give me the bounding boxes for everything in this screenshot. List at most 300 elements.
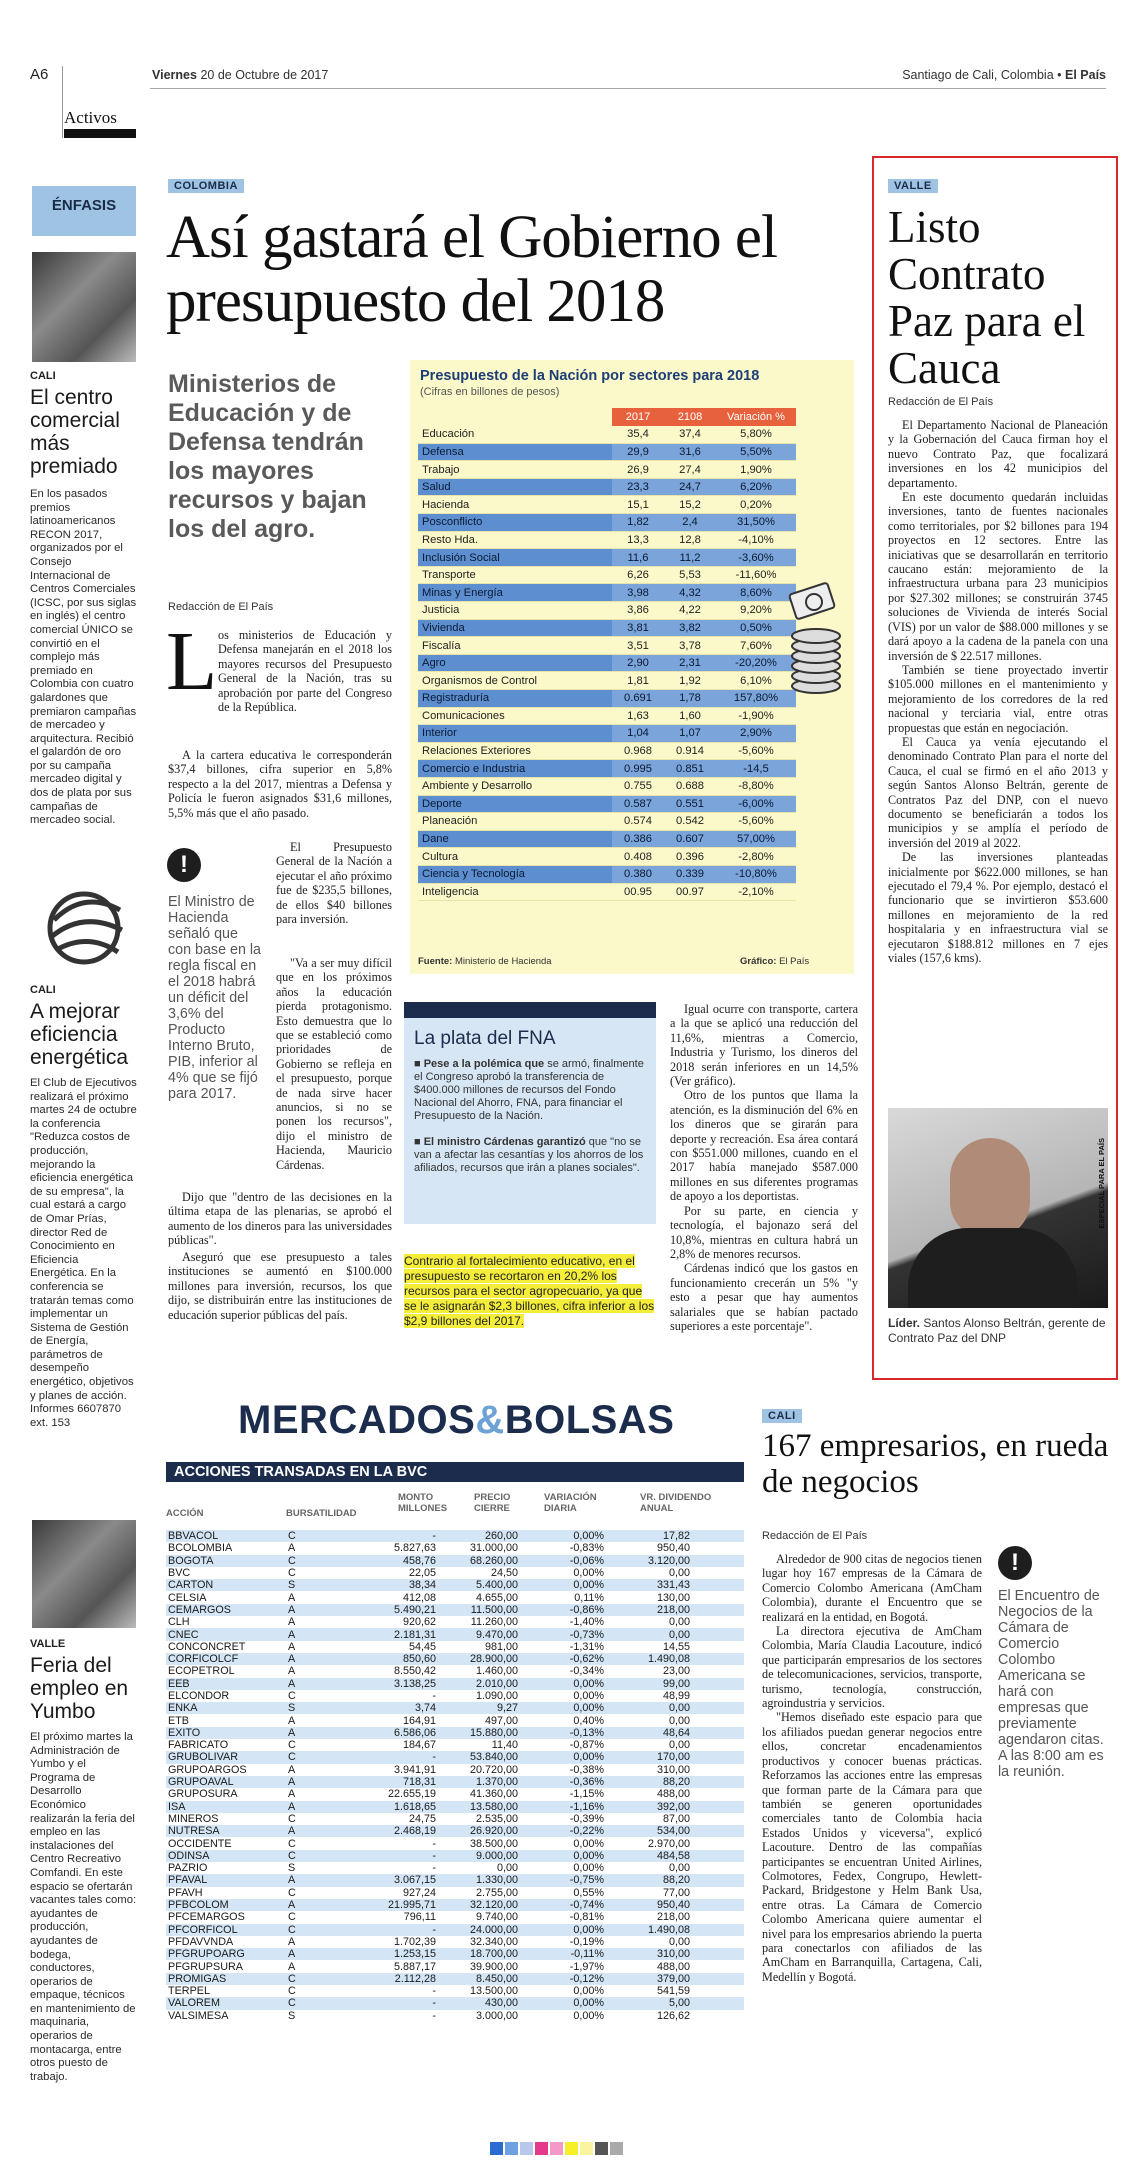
budget-cell: 0.408 <box>612 848 664 866</box>
budget-cell: 24,7 <box>664 478 716 496</box>
stock-pad <box>692 1764 744 1776</box>
fna-top-bar <box>404 1002 656 1018</box>
budget-sector: Inteligencia <box>418 883 612 901</box>
budget-cell: 0,20% <box>716 496 796 514</box>
stock-cell: 3.067,15 <box>360 1874 438 1886</box>
stock-cell: 0,00% <box>520 1678 606 1690</box>
amcham-byline: Redacción de El País <box>762 1530 868 1542</box>
stock-cell: CELSIA <box>168 1591 207 1604</box>
budget-cell: 0.574 <box>612 813 664 831</box>
stock-row <box>166 1899 744 1911</box>
stock-cell: TERPEL <box>168 1985 211 1998</box>
budget-cell: -2,10% <box>716 883 796 901</box>
stock-cell: 796,11 <box>403 1911 436 1924</box>
stock-cell: 3,74 <box>360 1702 438 1714</box>
stock-cell: 0,00 <box>668 1739 690 1752</box>
stock-cell: BCOLOMBIA <box>168 1542 233 1555</box>
budget-cell: 31,6 <box>664 443 716 461</box>
stock-cell: VALSIMESA <box>168 2009 229 2022</box>
left-s2-city: CALI <box>30 984 56 996</box>
stock-cell: 218,00 <box>656 1911 690 1924</box>
stock-cell: CORFICOLCF <box>166 1653 278 1665</box>
stock-cell: 3.120,00 <box>606 1555 692 1567</box>
stock-cell: CLH <box>168 1616 190 1629</box>
budget-cell: 29,9 <box>612 443 664 461</box>
stock-cell: 5.490,21 <box>360 1604 438 1616</box>
stock-cell: FABRICATO <box>168 1739 229 1752</box>
stock-pad <box>692 1924 744 1936</box>
stock-cell: -1,16% <box>520 1801 606 1813</box>
stock-cell: -0,12% <box>520 1973 606 1985</box>
budget-cell: -10,80% <box>716 865 796 883</box>
budget-cell: 0,50% <box>716 619 796 637</box>
stock-cell: 23,00 <box>662 1665 690 1678</box>
left-s1-title: El centro comercial más premiado <box>30 386 120 478</box>
stock-cell: A <box>278 1801 360 1813</box>
stock-cell: 0,00% <box>520 1924 606 1936</box>
stock-cell: 5.827,63 <box>393 1542 436 1555</box>
stock-cell: 28.900,00 <box>438 1653 520 1665</box>
stock-cell: A <box>288 1960 296 1973</box>
stock-cell: 68.260,00 <box>438 1555 520 1567</box>
stock-cell: 11,40 <box>491 1739 518 1752</box>
stock-cell: 21.995,71 <box>360 1899 438 1911</box>
stock-cell: 24,75 <box>408 1812 436 1825</box>
budget-row <box>418 760 796 778</box>
stock-cell: 48,99 <box>662 1690 690 1702</box>
budget-row <box>418 426 796 444</box>
stock-cell: C <box>278 1850 360 1862</box>
stock-row <box>166 1641 744 1653</box>
stock-cell: BBVACOL <box>166 1530 278 1542</box>
amcham-quote: El Encuentro de Negocios de la Cámara de Comercio Colombo Americana se hará con empresas que previamente agendaron citas. A las 8:00 am es la reunión. <box>998 1588 1104 1780</box>
budget-cell: 9,20% <box>716 602 796 620</box>
amcham-body: Alrededor de 900 citas de negocios tienen lugar hoy 167 empresas de la Cámara de Comercio Colombo Americana (AmCham Colombia), durante el Encuentro que se realizará en la entidad, en Bogotá. La directora ejecutiva de AmCham Colombia, María Claudia Lacouture, indicó que participarán empresarios de los sectores de telecomunicaciones, servicios, transporte, turismo, tecnología, construcción, agroindustria y servicios. "Hemos diseñado este espacio para que los afiliados puedan generar negocios entre ellos, concretar encadenamientos productivos y conocer buenas prácticas. Reforzamos las acciones entre las empresas que forman parte de la Cámara para que también se generen oportunidades comerciales tanto de Colombia hacia Estados Unidos y viceversa", explicó Lacouture. Dentro de las compañías participantes se encuentran United Airlines, Colmotores, Fedex, Congrupo, Hewlett-Packard, Bridgestone y Helm Bank Usa, entre otras. La Cámara de Comercio Colombo Americana quiere aumentar el nivel para los empresarios abriendo la puerta para conectarlos con afiliados de las AmCham en Barranquilla, Cartagena, Cali, Medellín y Bogotá. <box>762 1552 982 1984</box>
stock-cell: 4.655,00 <box>475 1591 518 1604</box>
budget-sector: Inclusión Social <box>418 549 612 567</box>
stock-row <box>166 1997 744 2009</box>
budget-cell: 00.95 <box>612 883 664 901</box>
stock-cell: 39.900,00 <box>469 1960 518 1973</box>
main-dropcap: L <box>166 615 218 708</box>
budget-cell: 1,63 <box>612 707 664 725</box>
stock-pad <box>692 1801 744 1813</box>
main-p2: A la cartera educativa le corresponderán $37,4 billones, cifra superior en 5,8% respecto a la del 2017, mientras a Defensa y Policía le fueron asignados $31,6 millones, 5,5% más que el año pasado. <box>168 748 392 820</box>
budget-row <box>418 619 796 637</box>
stock-cell: 0,00 <box>668 1616 690 1629</box>
stock-cell: - <box>360 1924 438 1936</box>
stock-cell: 310,00 <box>606 1948 692 1960</box>
main-quote: El Ministro de Hacienda señaló que con base en la regla fiscal en el 2018 habrá un déficit del 3,6% del Producto Interno Bruto, PIB, inferior al 4% que se fijó para 2017. <box>168 894 261 1102</box>
budget-cell: 5,80% <box>716 426 796 444</box>
budget-cell: 6,26 <box>612 566 664 584</box>
budget-source: Fuente: Ministerio de Hacienda <box>418 956 552 967</box>
stock-cell: 218,00 <box>606 1604 692 1616</box>
budget-cell: 2,90% <box>716 725 796 743</box>
stock-cell: 0,55% <box>573 1886 604 1899</box>
stock-row <box>166 1862 744 1874</box>
stock-cell: 0,00% <box>573 1567 604 1580</box>
stock-cell: C <box>288 1837 296 1850</box>
stock-cell: 22.655,19 <box>387 1788 436 1801</box>
stock-row <box>166 1530 744 1542</box>
stock-pad <box>692 1997 744 2009</box>
budget-sector: Cultura <box>418 848 612 866</box>
stock-header-accion: ACCIÓN <box>166 1508 204 1519</box>
mercados-brand: MERCADOS&BOLSAS <box>238 1398 675 1442</box>
stock-cell: 0,40% <box>573 1714 604 1727</box>
stock-cell: VALOREM <box>166 1997 278 2009</box>
budget-row <box>418 672 796 690</box>
budget-cell: 2,90 <box>612 654 664 672</box>
fna-title: La plata del FNA <box>414 1028 556 1049</box>
highlight-text: Contrario al fortalecimiento educativo, en el presupuesto se recortaron en 20,2% los recursos para el sector agropecuario, ya que se le asignarán $2,3 billones, cifra inferior a los $2,9 billones del 2017. <box>404 1254 655 1328</box>
budget-sector: Trabajo <box>418 461 612 479</box>
stock-pad <box>692 1665 744 1677</box>
stock-pad <box>692 1739 744 1751</box>
budget-row <box>418 549 796 567</box>
stock-pad <box>692 1690 744 1702</box>
stock-row <box>166 1764 744 1776</box>
budget-sector: Defensa <box>418 443 612 461</box>
stock-pad <box>692 1813 744 1825</box>
stock-row <box>166 1604 744 1616</box>
stock-pad <box>692 1825 744 1837</box>
stock-cell: -0,73% <box>520 1628 606 1640</box>
budget-cell: -1,90% <box>716 707 796 725</box>
stock-cell: 0,00 <box>496 1862 518 1875</box>
enfasis-label: ÉNFASIS <box>51 197 117 214</box>
budget-sector: Agro <box>418 654 612 672</box>
stock-row <box>166 1690 744 1702</box>
budget-cell: -6,00% <box>716 795 796 813</box>
stock-row <box>166 1801 744 1813</box>
budget-row <box>418 584 796 602</box>
stock-cell: PFBCOLOM <box>166 1899 278 1911</box>
stock-cell: 0,00% <box>520 1579 606 1591</box>
portrait-face <box>950 1138 1030 1238</box>
stock-cell: BVC <box>168 1567 191 1580</box>
budget-row <box>418 566 796 584</box>
stock-row <box>166 1825 744 1837</box>
stock-cell: PFAVAL <box>166 1874 278 1886</box>
budget-cell: 0.851 <box>664 760 716 778</box>
stock-cell: -1,31% <box>569 1640 604 1653</box>
budget-cell: -20,20% <box>716 654 796 672</box>
stock-cell: 1.253,15 <box>360 1948 438 1960</box>
stock-cell: GRUPOARGOS <box>168 1763 247 1776</box>
stock-cell: 927,24 <box>402 1886 436 1899</box>
stock-cell: 9.470,00 <box>438 1628 520 1640</box>
stock-cell: 260,00 <box>438 1530 520 1542</box>
stock-row <box>166 1653 744 1665</box>
budget-row <box>418 654 796 672</box>
budget-cell: 26,9 <box>612 461 664 479</box>
left-s3-body: El próximo martes la Administración de Yumbo y el Programa de Desarrollo Económico realizarán la feria del empleo en las instalaciones del Centro Recreativo Comfandi. En este espacio se ofertarán vacantes tales como: ayudantes de producción, ayudantes de bodega, conductores, operarios de empaque, técnicos en mantenimiento de maquinaria, operarios de montacarga, entre otros puesto de trabajo. <box>30 1731 137 2083</box>
stock-cell: NUTRESA <box>166 1825 278 1837</box>
budget-cell: 8,60% <box>716 584 796 602</box>
budget-cell: 00.97 <box>664 883 716 901</box>
budget-sector: Transporte <box>418 566 612 584</box>
stock-cell: 392,00 <box>606 1801 692 1813</box>
fna-bullet-2: ■ El ministro Cárdenas garantizó que "no se van a afectar las cesantías y los ahorros de los afiliados, recursos que irán a planes sociales". <box>414 1136 644 1174</box>
stock-cell: -0,34% <box>569 1665 604 1678</box>
stock-cell: 484,58 <box>606 1850 692 1862</box>
budget-sector: Minas y Energía <box>418 584 612 602</box>
stock-cell: S <box>288 2009 296 2022</box>
stock-cell: A <box>288 1935 296 1948</box>
budget-row <box>418 690 796 708</box>
stock-cell: -0,11% <box>520 1948 606 1960</box>
stock-cell: 13.580,00 <box>438 1801 520 1813</box>
budget-subtitle: (Cifras en billones de pesos) <box>420 386 560 398</box>
stock-pad <box>692 1616 744 1628</box>
budget-cell: 0.688 <box>664 777 716 795</box>
stock-cell: 2.468,19 <box>360 1825 438 1837</box>
stock-header-dividendo: VR. DIVIDENDO ANUAL <box>640 1492 712 1514</box>
budget-credit: Gráfico: El País <box>740 956 810 967</box>
stock-cell: 88,20 <box>606 1874 692 1886</box>
left-s3-title: Feria del empleo en Yumbo <box>30 1654 129 1723</box>
stock-cell: PFAVH <box>168 1886 203 1899</box>
stock-cell: EEB <box>166 1678 278 1690</box>
stock-cell: 26.920,00 <box>438 1825 520 1837</box>
stock-cell: 32.340,00 <box>469 1935 518 1948</box>
stock-cell: -0,86% <box>520 1604 606 1616</box>
main-p4: "Va a ser muy difícil que en los próximos años la educación pierda protagonismo. Esto demuestra que lo que se estableció como prioridades de Gobierno se refleja en el presupuesto, porque de nada sirve hacer anuncios, si no se ponen los recursos", dijo el ministro de Hacienda, Mauricio Cárdenas. <box>276 956 392 1172</box>
mall-photo <box>32 252 136 362</box>
budget-sector: Organismos de Control <box>418 672 612 690</box>
stock-cell: C <box>288 1739 296 1752</box>
budget-sector: Deporte <box>418 795 612 813</box>
main-p5: Dijo que "dentro de las decisiones en la última etapa de las plenarias, se aprobó el aumento de los dineros para las universidades públicas". <box>168 1190 392 1248</box>
stock-cell: A <box>278 1628 360 1640</box>
stock-cell: 0,00 <box>668 1567 690 1580</box>
stock-cell: C <box>288 1911 296 1924</box>
stock-cell: -0,38% <box>569 1763 604 1776</box>
stock-cell: - <box>432 2009 436 2022</box>
budget-cell: 0.551 <box>664 795 716 813</box>
stock-cell: PFGRUPSURA <box>168 1960 243 1973</box>
stock-header-variacion: VARIACIÓN DIARIA <box>544 1492 597 1514</box>
budget-cell: 0.607 <box>664 830 716 848</box>
budget-row <box>418 637 796 655</box>
budget-col-2017: 2017 <box>612 408 664 426</box>
stock-row <box>166 1887 744 1899</box>
stock-cell: 18.700,00 <box>438 1948 520 1960</box>
stock-pad <box>692 1702 744 1714</box>
section-bar <box>64 129 136 138</box>
stock-cell: 32.120,00 <box>438 1899 520 1911</box>
stock-cell: 15.880,00 <box>438 1727 520 1739</box>
budget-cell: 3,81 <box>612 619 664 637</box>
stock-cell: 11.500,00 <box>438 1604 520 1616</box>
budget-cell: -14,5 <box>716 760 796 778</box>
job-fair-photo <box>32 1520 136 1628</box>
budget-sector: Comunicaciones <box>418 707 612 725</box>
budget-cell: 23,3 <box>612 478 664 496</box>
budget-row <box>418 813 796 831</box>
energy-logo-icon <box>42 880 126 976</box>
portrait-suit <box>908 1228 1078 1308</box>
budget-cell: 0.587 <box>612 795 664 813</box>
stock-cell: S <box>278 1579 360 1591</box>
budget-cell: 0.396 <box>664 848 716 866</box>
stock-cell: 130,00 <box>656 1591 690 1604</box>
stock-cell: -0,87% <box>569 1739 604 1752</box>
stock-pad <box>692 1542 744 1554</box>
stock-cell: - <box>432 1837 436 1850</box>
stock-cell: 1.618,65 <box>360 1801 438 1813</box>
stock-cell: 458,76 <box>360 1555 438 1567</box>
stock-row <box>166 1591 744 1603</box>
stock-cell: ECOPETROL <box>168 1665 235 1678</box>
stock-table <box>166 1530 744 2022</box>
stock-cell: CNEC <box>166 1628 278 1640</box>
stock-cell: 8.550,42 <box>393 1665 436 1678</box>
stock-cell: C <box>278 1973 360 1985</box>
budget-cell: 0.542 <box>664 813 716 831</box>
stock-cell: 77,00 <box>662 1886 690 1899</box>
stock-cell: 3.941,91 <box>393 1763 436 1776</box>
stock-cell: A <box>278 1874 360 1886</box>
budget-cell: 1,60 <box>664 707 716 725</box>
stock-headers <box>166 1490 744 1526</box>
stock-pad <box>692 1727 744 1739</box>
budget-cell: 0.995 <box>612 760 664 778</box>
budget-cell: -11,60% <box>716 566 796 584</box>
left-s2-title: A mejorar eficiencia energética <box>30 1000 129 1069</box>
stock-cell: 5.887,17 <box>393 1960 436 1973</box>
stock-pad <box>692 1936 744 1948</box>
stock-pad <box>692 1567 744 1579</box>
stock-row <box>166 1837 744 1849</box>
stock-pad <box>692 2010 744 2022</box>
alert-icon: ! <box>167 848 201 882</box>
stock-cell: 9.000,00 <box>438 1850 520 1862</box>
stock-cell: 5.400,00 <box>438 1579 520 1591</box>
stock-cell: - <box>360 1530 438 1542</box>
stock-cell: 3.138,25 <box>360 1678 438 1690</box>
stock-cell: A <box>278 1776 360 1788</box>
stock-cell: 981,00 <box>484 1640 518 1653</box>
budget-sector: Planeación <box>418 813 612 831</box>
budget-cell: 157,80% <box>716 690 796 708</box>
stock-cell: 379,00 <box>606 1973 692 1985</box>
stock-cell: A <box>278 1653 360 1665</box>
stock-cell: 0,00 <box>668 1935 690 1948</box>
stock-cell: OCCIDENTE <box>168 1837 232 1850</box>
budget-sector: Ciencia y Tecnología <box>418 865 612 883</box>
budget-cell: 0.386 <box>612 830 664 848</box>
stock-cell: 488,00 <box>656 1960 690 1973</box>
stock-cell: 0,00 <box>668 1714 690 1727</box>
stock-pad <box>692 1604 744 1616</box>
budget-cell: 57,00% <box>716 830 796 848</box>
stock-cell: 0,00% <box>573 1837 604 1850</box>
budget-cell: 0.691 <box>612 690 664 708</box>
stock-cell: -1,40% <box>569 1616 604 1629</box>
stock-pad <box>692 1678 744 1690</box>
coins-icon <box>786 578 850 698</box>
stock-cell: 17,82 <box>606 1530 692 1542</box>
stock-cell: 24,50 <box>490 1567 518 1580</box>
page-number: A6 <box>30 66 49 83</box>
budget-cell: 1,82 <box>612 514 664 532</box>
budget-row <box>418 496 796 514</box>
budget-cell: 3,51 <box>612 637 664 655</box>
stock-cell: 0,00% <box>520 1530 606 1542</box>
stock-cell: 497,00 <box>484 1714 518 1727</box>
budget-sector: Relaciones Exteriores <box>418 742 612 760</box>
stock-cell: -0,13% <box>520 1727 606 1739</box>
stock-cell: 0,00 <box>606 1702 692 1714</box>
stock-cell: 2.010,00 <box>438 1678 520 1690</box>
left-s3-city: VALLE <box>30 1638 66 1650</box>
stock-row <box>166 1874 744 1886</box>
stock-title: ACCIONES TRANSADAS EN LA BVC <box>174 1464 428 1480</box>
budget-sector: Dane <box>418 830 612 848</box>
stock-cell: A <box>288 1788 296 1801</box>
stock-cell: 88,20 <box>606 1776 692 1788</box>
main-p3: El Presupuesto General de la Nación a ejecutar el año próximo fue de $235,5 billones, de ellos $40 billones para inversión. <box>276 840 392 927</box>
budget-cell: 31,50% <box>716 514 796 532</box>
stock-pad <box>692 1641 744 1653</box>
budget-cell: 37,4 <box>664 426 716 444</box>
budget-cell: 3,98 <box>612 584 664 602</box>
stock-cell: 1.702,39 <box>393 1935 436 1948</box>
stock-cell: A <box>288 1714 296 1727</box>
stock-cell: 11.260,00 <box>470 1616 518 1629</box>
stock-cell: 53.840,00 <box>438 1751 520 1763</box>
stock-pad <box>692 1751 744 1763</box>
stock-cell: A <box>288 1665 296 1678</box>
stock-cell: 38,34 <box>360 1579 438 1591</box>
stock-cell: 5,00 <box>606 1997 692 2009</box>
stock-cell: 2.970,00 <box>647 1837 690 1850</box>
stock-row <box>166 1776 744 1788</box>
stock-cell: 0,11% <box>574 1591 604 1604</box>
stock-cell: ETB <box>168 1714 189 1727</box>
cauca-caption: Líder. Santos Alonso Beltrán, gerente de Contrato Paz del DNP <box>888 1316 1106 1345</box>
stock-row <box>166 1985 744 1997</box>
budget-cell: -4,10% <box>716 531 796 549</box>
stock-cell: 2.112,28 <box>360 1973 438 1985</box>
stock-cell: 3.000,00 <box>475 2009 518 2022</box>
stock-cell: -1,97% <box>569 1960 604 1973</box>
stock-cell: 13.500,00 <box>469 1985 518 1998</box>
stock-cell: 24.000,00 <box>438 1924 520 1936</box>
stock-row <box>166 1911 744 1923</box>
stock-cell: C <box>288 1690 296 1702</box>
stock-row <box>166 1727 744 1739</box>
budget-cell: 12,8 <box>664 531 716 549</box>
stock-cell: 20.720,00 <box>469 1763 518 1776</box>
stock-cell: ISA <box>166 1801 278 1813</box>
stock-cell: 412,08 <box>402 1591 436 1604</box>
budget-cell: 15,1 <box>612 496 664 514</box>
stock-row <box>166 1579 744 1591</box>
stock-pad <box>692 1591 744 1603</box>
budget-row <box>418 795 796 813</box>
budget-row <box>418 742 796 760</box>
stock-cell: 950,40 <box>656 1542 690 1555</box>
budget-cell: -8,80% <box>716 777 796 795</box>
stock-cell: 1.370,00 <box>438 1776 520 1788</box>
budget-sector: Vivienda <box>418 619 612 637</box>
stock-cell: 2.181,31 <box>360 1628 438 1640</box>
stock-cell: C <box>288 1985 296 1998</box>
